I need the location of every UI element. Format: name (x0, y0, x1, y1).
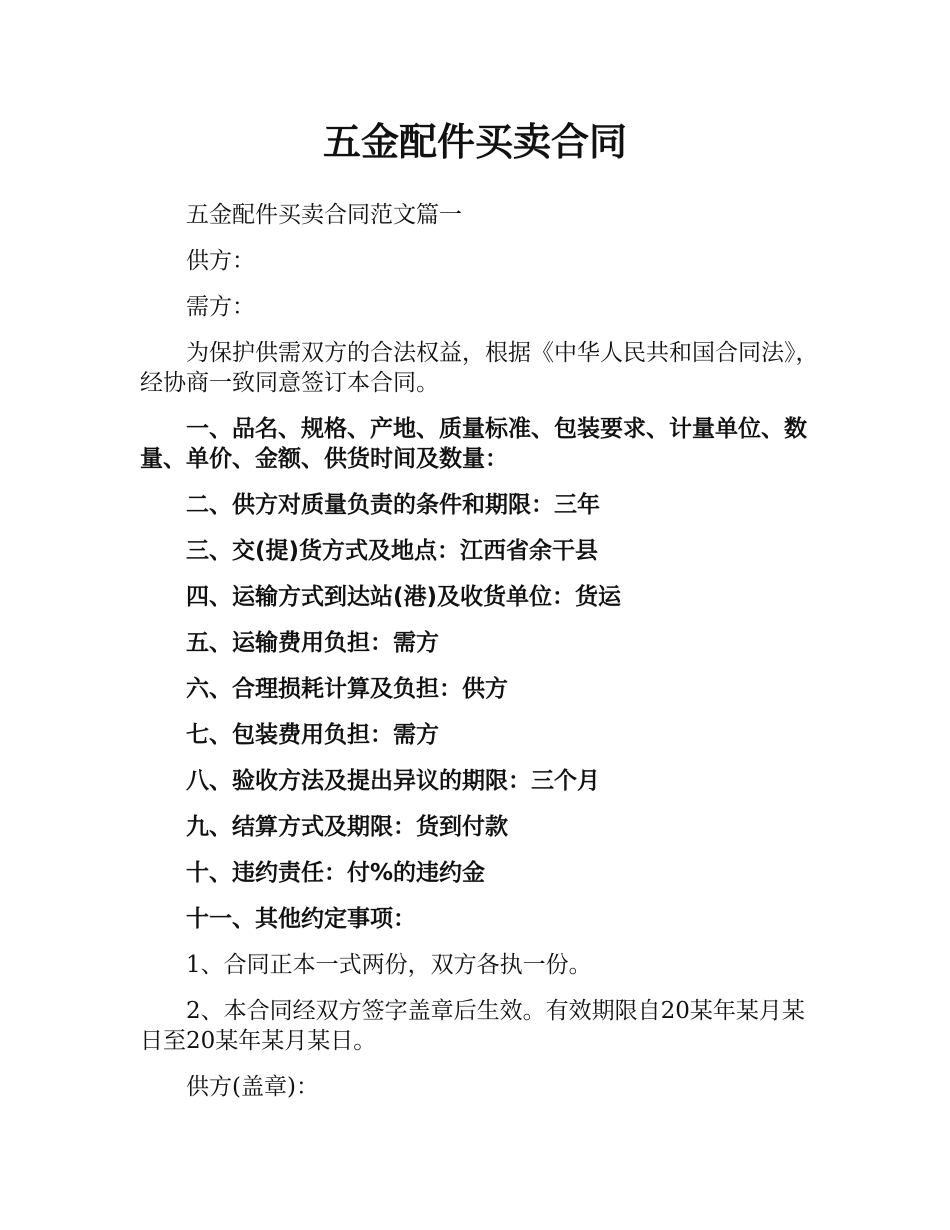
document-paragraph: 为保护供需双方的合法权益，根据《中华人民共和国合同法》，经协商一致同意签订本合同。 (140, 340, 819, 396)
document-paragraph: 供方： (186, 248, 255, 274)
document-paragraph: 1、合同正本一式两份，双方各执一份。 (186, 952, 592, 978)
contract-clause: 七、包装费用负担：需方 (186, 722, 439, 748)
document-paragraph: 五金配件买卖合同范文篇一 (186, 202, 462, 228)
document-title: 五金配件买卖合同 (322, 120, 627, 164)
contract-clause: 十一、其他约定事项： (186, 906, 416, 932)
document-body (140, 200, 820, 1118)
contract-clause: 十、违约责任：付%的违约金 (186, 860, 486, 886)
contract-clause: 六、合理损耗计算及负担：供方 (186, 676, 508, 702)
contract-clause: 五、运输费用负担：需方 (186, 630, 439, 656)
contract-clause: 三、交(提)货方式及地点：江西省余干县 (186, 538, 599, 564)
contract-clause: 二、供方对质量负责的条件和期限：三年 (186, 492, 600, 518)
document-paragraph: 供方(盖章)： (186, 1074, 319, 1100)
contract-clause: 八、验收方法及提出异议的期限：三个月 (186, 768, 600, 794)
contract-clause: 九、结算方式及期限：货到付款 (186, 814, 508, 840)
document-paragraph: 需方： (186, 294, 255, 320)
contract-clause: 一、品名、规格、产地、质量标准、包装要求、计量单位、数量、单价、金额、供货时间及数量： (140, 416, 807, 472)
document-paragraph: 2、本合同经双方签字盖章后生效。有效期限自20某年某月某日至20某年某月某日。 (140, 998, 805, 1054)
contract-clause: 四、运输方式到达站(港)及收货单位：货运 (186, 584, 622, 610)
